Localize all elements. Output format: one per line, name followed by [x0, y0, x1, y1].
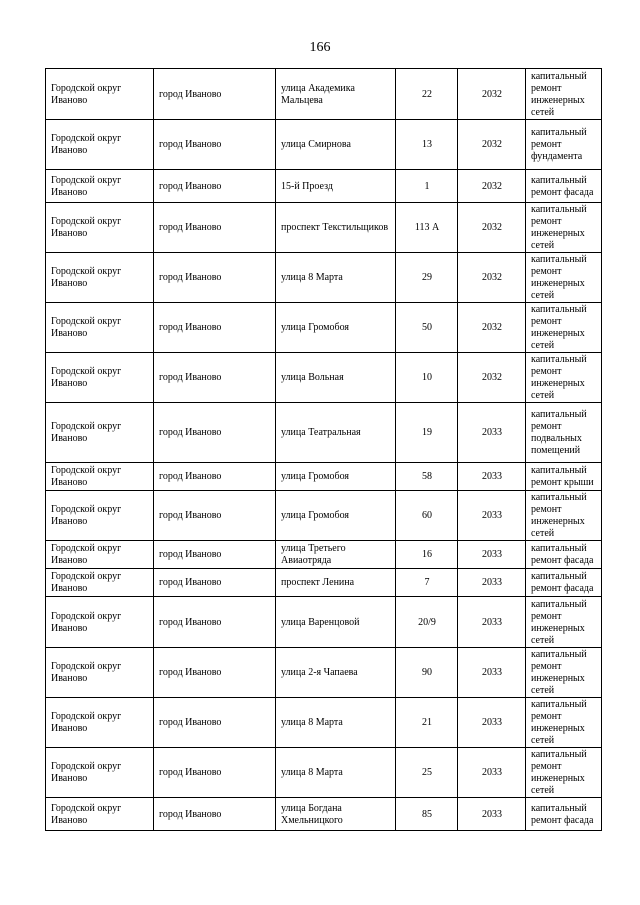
settlement-cell: город Иваново — [154, 648, 276, 698]
table-row — [46, 541, 602, 569]
house-number-cell: 50 — [396, 303, 458, 353]
street-cell: улица Смирнова — [276, 120, 396, 170]
work-type-cell: капитальный ремонт крыши — [526, 463, 602, 491]
street-cell: улица Громобоя — [276, 303, 396, 353]
table-row — [46, 353, 602, 403]
table-row — [46, 253, 602, 303]
year-cell: 2032 — [458, 170, 526, 203]
settlement-cell: город Иваново — [154, 698, 276, 748]
street-cell: улица 2-я Чапаева — [276, 648, 396, 698]
settlement-cell: город Иваново — [154, 353, 276, 403]
house-number-cell: 90 — [396, 648, 458, 698]
work-type-cell: капитальный ремонт инженерных сетей — [526, 491, 602, 541]
year-cell: 2033 — [458, 798, 526, 831]
municipality-cell: Городской округ Иваново — [46, 463, 154, 491]
year-cell: 2033 — [458, 648, 526, 698]
street-cell: улица Варенцовой — [276, 597, 396, 648]
settlement-cell: город Иваново — [154, 120, 276, 170]
house-number-cell: 20/9 — [396, 597, 458, 648]
street-cell: улица 8 Марта — [276, 698, 396, 748]
settlement-cell: город Иваново — [154, 253, 276, 303]
street-cell: улица Вольная — [276, 353, 396, 403]
settlement-cell: город Иваново — [154, 203, 276, 253]
street-cell: улица Богдана Хмельницкого — [276, 798, 396, 831]
house-number-cell: 60 — [396, 491, 458, 541]
work-type-cell: капитальный ремонт фасада — [526, 170, 602, 203]
house-number-cell: 19 — [396, 403, 458, 463]
municipality-cell: Городской округ Иваново — [46, 541, 154, 569]
table-row — [46, 698, 602, 748]
municipality-cell: Городской округ Иваново — [46, 253, 154, 303]
street-cell: улица Громобоя — [276, 491, 396, 541]
table-row — [46, 648, 602, 698]
house-number-cell: 22 — [396, 69, 458, 120]
settlement-cell: город Иваново — [154, 569, 276, 597]
table-row — [46, 798, 602, 831]
work-type-cell: капитальный ремонт фундамента — [526, 120, 602, 170]
table-row — [46, 303, 602, 353]
year-cell: 2033 — [458, 541, 526, 569]
street-cell: улица Громобоя — [276, 463, 396, 491]
house-number-cell: 29 — [396, 253, 458, 303]
table-row — [46, 69, 602, 120]
settlement-cell: город Иваново — [154, 798, 276, 831]
table-row — [46, 491, 602, 541]
house-number-cell: 7 — [396, 569, 458, 597]
municipality-cell: Городской округ Иваново — [46, 170, 154, 203]
municipality-cell: Городской округ Иваново — [46, 748, 154, 798]
settlement-cell: город Иваново — [154, 541, 276, 569]
work-type-cell: капитальный ремонт инженерных сетей — [526, 648, 602, 698]
municipality-cell: Городской округ Иваново — [46, 648, 154, 698]
table-row — [46, 463, 602, 491]
work-type-cell: капитальный ремонт подвальных помещений — [526, 403, 602, 463]
year-cell: 2032 — [458, 353, 526, 403]
table-row — [46, 569, 602, 597]
street-cell: проспект Ленина — [276, 569, 396, 597]
street-cell: улица 8 Марта — [276, 253, 396, 303]
table-row — [46, 403, 602, 463]
municipality-cell: Городской округ Иваново — [46, 491, 154, 541]
table-row — [46, 203, 602, 253]
house-number-cell: 1 — [396, 170, 458, 203]
street-cell: проспект Текстильщиков — [276, 203, 396, 253]
settlement-cell: город Иваново — [154, 403, 276, 463]
settlement-cell: город Иваново — [154, 491, 276, 541]
year-cell: 2032 — [458, 120, 526, 170]
repair-schedule-table — [45, 68, 602, 831]
work-type-cell: капитальный ремонт фасада — [526, 569, 602, 597]
work-type-cell: капитальный ремонт фасада — [526, 541, 602, 569]
work-type-cell: капитальный ремонт инженерных сетей — [526, 253, 602, 303]
settlement-cell: город Иваново — [154, 463, 276, 491]
work-type-cell: капитальный ремонт инженерных сетей — [526, 597, 602, 648]
year-cell: 2032 — [458, 253, 526, 303]
house-number-cell: 16 — [396, 541, 458, 569]
work-type-cell: капитальный ремонт инженерных сетей — [526, 353, 602, 403]
municipality-cell: Городской округ Иваново — [46, 798, 154, 831]
year-cell: 2032 — [458, 69, 526, 120]
year-cell: 2033 — [458, 569, 526, 597]
municipality-cell: Городской округ Иваново — [46, 597, 154, 648]
settlement-cell: город Иваново — [154, 597, 276, 648]
street-cell: улица Академика Мальцева — [276, 69, 396, 120]
work-type-cell: капитальный ремонт инженерных сетей — [526, 748, 602, 798]
work-type-cell: капитальный ремонт инженерных сетей — [526, 303, 602, 353]
municipality-cell: Городской округ Иваново — [46, 403, 154, 463]
page-number: 166 — [309, 40, 331, 55]
table-row — [46, 597, 602, 648]
municipality-cell: Городской округ Иваново — [46, 120, 154, 170]
year-cell: 2033 — [458, 463, 526, 491]
municipality-cell: Городской округ Иваново — [46, 698, 154, 748]
work-type-cell: капитальный ремонт фасада — [526, 798, 602, 831]
table-row — [46, 170, 602, 203]
year-cell: 2033 — [458, 491, 526, 541]
house-number-cell: 10 — [396, 353, 458, 403]
table-row — [46, 120, 602, 170]
street-cell: улица 8 Марта — [276, 748, 396, 798]
street-cell: улица Третьего Авиаотряда — [276, 541, 396, 569]
year-cell: 2032 — [458, 303, 526, 353]
year-cell: 2033 — [458, 597, 526, 648]
house-number-cell: 25 — [396, 748, 458, 798]
house-number-cell: 13 — [396, 120, 458, 170]
work-type-cell: капитальный ремонт инженерных сетей — [526, 203, 602, 253]
municipality-cell: Городской округ Иваново — [46, 353, 154, 403]
work-type-cell: капитальный ремонт инженерных сетей — [526, 698, 602, 748]
house-number-cell: 58 — [396, 463, 458, 491]
municipality-cell: Городской округ Иваново — [46, 303, 154, 353]
table-body — [46, 69, 602, 831]
table-row — [46, 748, 602, 798]
settlement-cell: город Иваново — [154, 748, 276, 798]
municipality-cell: Городской округ Иваново — [46, 69, 154, 120]
year-cell: 2032 — [458, 203, 526, 253]
house-number-cell: 21 — [396, 698, 458, 748]
settlement-cell: город Иваново — [154, 69, 276, 120]
house-number-cell: 113 А — [396, 203, 458, 253]
settlement-cell: город Иваново — [154, 170, 276, 203]
year-cell: 2033 — [458, 748, 526, 798]
year-cell: 2033 — [458, 403, 526, 463]
street-cell: 15-й Проезд — [276, 170, 396, 203]
house-number-cell: 85 — [396, 798, 458, 831]
year-cell: 2033 — [458, 698, 526, 748]
work-type-cell: капитальный ремонт инженерных сетей — [526, 69, 602, 120]
settlement-cell: город Иваново — [154, 303, 276, 353]
municipality-cell: Городской округ Иваново — [46, 203, 154, 253]
street-cell: улица Театральная — [276, 403, 396, 463]
municipality-cell: Городской округ Иваново — [46, 569, 154, 597]
